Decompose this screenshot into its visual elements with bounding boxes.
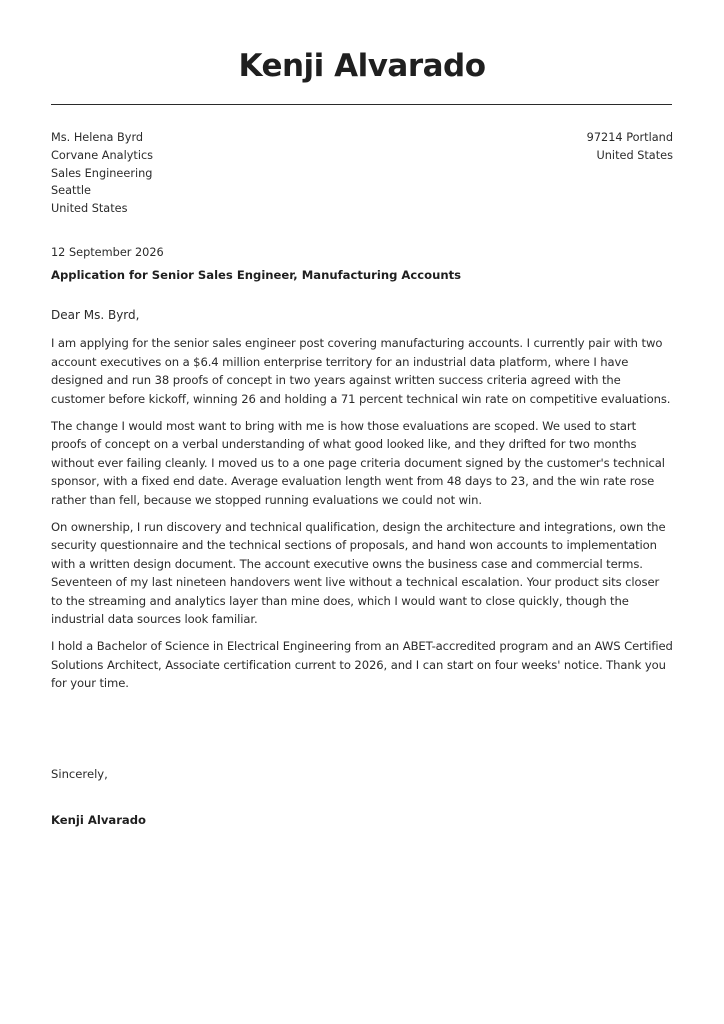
body-paragraph-1: I am applying for the senior sales engineer post covering manufacturing accounts. I currently pair with two account executives on a $6.4 million enterprise territory for an industrial data platform, where I have designed and run 38 proofs of concept in two years against written success criteria agreed with the customer before kickoff, winning 26 and holding a 71 percent technical win rate on competitive evaluations. (51, 336, 671, 406)
sender-country: United States (596, 148, 673, 162)
recipient-company: Corvane Analytics (51, 148, 154, 162)
body-paragraph-3: On ownership, I run discovery and technical qualification, design the architecture and integrations, own the security questionnaire and the technical sections of proposals, and hand won accounts to implementation with a written design document. The account executive owns the business case and commercial terms. Seventeen of my last nineteen handovers went live without a technical escalation. Your product sits closer to the streaming and analytics layer than mine does, which I would want to close quickly, though the industrial data sources look familiar. (51, 519, 666, 626)
sender-postcode-city: 97214 Portland (586, 131, 673, 144)
letter-signature: Kenji Alvarado (51, 813, 147, 827)
letter-subject: Application for Senior Sales Engineer, Manufacturing Accounts (51, 268, 462, 282)
recipient-country: United States (51, 202, 128, 216)
recipient-address-block (51, 129, 153, 218)
letter-date: 12 September 2026 (51, 246, 164, 259)
body-paragraph-4: I hold a Bachelor of Science in Electrical Engineering from an ABET-accredited program and an AWS Certified Solutions Architect, Associate certification current to 2026, and I can start on four weeks' notice. Thank you for your time. (51, 639, 673, 690)
sender-address-block (587, 129, 673, 165)
applicant-name-heading: Kenji Alvarado (238, 48, 486, 84)
recipient-name: Ms. Helena Byrd (51, 131, 144, 144)
body-paragraph-2: The change I would most want to bring with me is how those evaluations are scoped. We used to start proofs of concept on a verbal understanding of what good looked like, and they drifted for two months without ever failing cleanly. I moved us to a one page criteria document signed by the customer's technical sponsor, with a fixed end date. Average evaluation length went from 48 days to 23, and the win rate rose rather than fell, because we stopped running evaluations we could not win. (51, 418, 665, 507)
letter-body (51, 334, 673, 701)
letter-salutation: Dear Ms. Byrd, (51, 308, 140, 322)
recipient-city: Seattle (51, 184, 91, 198)
letter-closing: Sincerely, (51, 767, 108, 781)
recipient-department: Sales Engineering (51, 166, 153, 180)
header-divider (51, 104, 672, 105)
